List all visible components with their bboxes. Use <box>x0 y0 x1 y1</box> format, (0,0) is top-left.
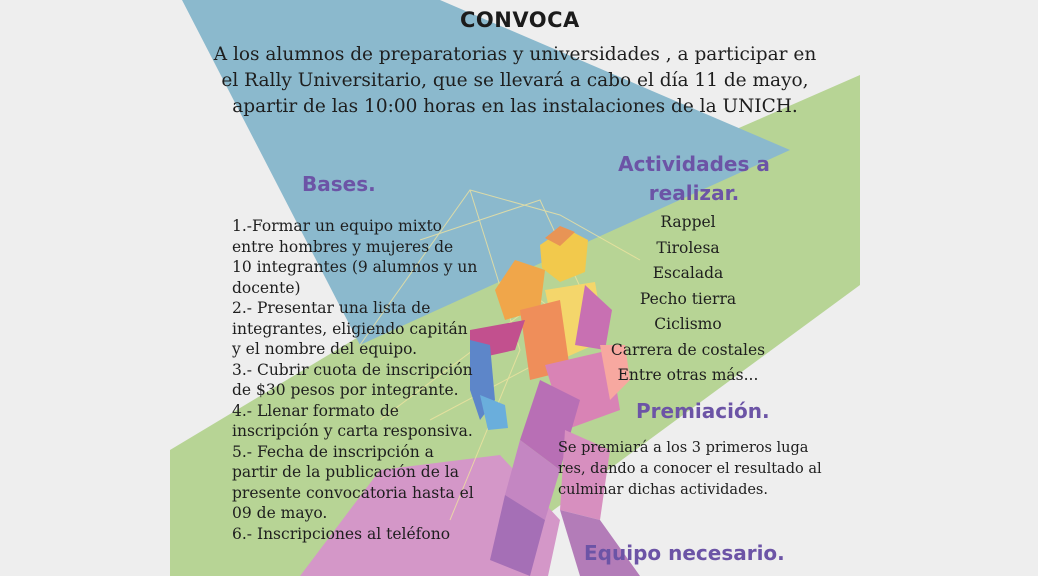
activity-item: Ciclismo <box>654 315 722 333</box>
bases-line: 2.- Presentar una lista de <box>232 299 431 317</box>
activity-item: Carrera de costales <box>610 340 766 359</box>
awards-line: culminar dichas actividades. <box>558 482 768 498</box>
bases-line: integrantes, eligiendo capitán <box>232 319 468 338</box>
bases-line: partir de la publicación de la <box>232 463 460 481</box>
page-title: CONVOCA <box>460 8 580 32</box>
intro-line: apartir de las 10:00 horas en las instalaciones de la UNICH. <box>232 96 798 117</box>
bases-line: presente convocatoria hasta el <box>232 483 474 502</box>
bases-line: 4.- Llenar formato de <box>232 401 399 420</box>
intro-text <box>170 42 860 120</box>
activities-heading: Actividades a realizar. <box>618 152 770 205</box>
equipment-heading: Equipo necesario. <box>584 541 785 565</box>
bases-line: entre hombres y mujeres de <box>232 237 454 256</box>
activity-item: Entre otras más... <box>617 366 759 384</box>
bases-line: 10 integrantes (9 alumnos y un <box>232 258 478 276</box>
activity-item: Pecho tierra <box>639 289 737 308</box>
activity-item: Tirolesa <box>656 238 720 257</box>
bases-line: de $30 pesos por integrante. <box>232 381 459 399</box>
bases-line: y el nombre del equipo. <box>232 340 418 358</box>
bases-line: 3.- Cubrir cuota de inscripción <box>232 360 473 379</box>
activities-list <box>598 210 778 389</box>
awards-line: Se premiará a los 3 primeros luga <box>558 440 809 456</box>
bases-list <box>232 216 477 544</box>
intro-line: A los alumnos de preparatorias y universidades , a participar en <box>213 44 817 65</box>
intro-line: el Rally Universitario, que se llevará a cabo el día 11 de mayo, <box>221 70 809 91</box>
bases-line: 1.-Formar un equipo mixto <box>232 217 443 235</box>
bases-line: 6.- Inscripciones al teléfono <box>232 524 451 543</box>
bases-line: docente) <box>232 278 301 297</box>
activity-item: Escalada <box>652 264 724 282</box>
bases-line: 09 de mayo. <box>232 504 328 522</box>
bases-line: 5.- Fecha de inscripción a <box>232 442 434 461</box>
awards-heading: Premiación. <box>636 399 770 423</box>
activity-item: Rappel <box>660 213 716 231</box>
bases-line: inscripción y carta responsiva. <box>232 422 473 440</box>
awards-line: res, dando a conocer el resultado al <box>558 461 822 477</box>
bases-heading: Bases. <box>302 172 376 196</box>
awards-text <box>558 438 822 501</box>
